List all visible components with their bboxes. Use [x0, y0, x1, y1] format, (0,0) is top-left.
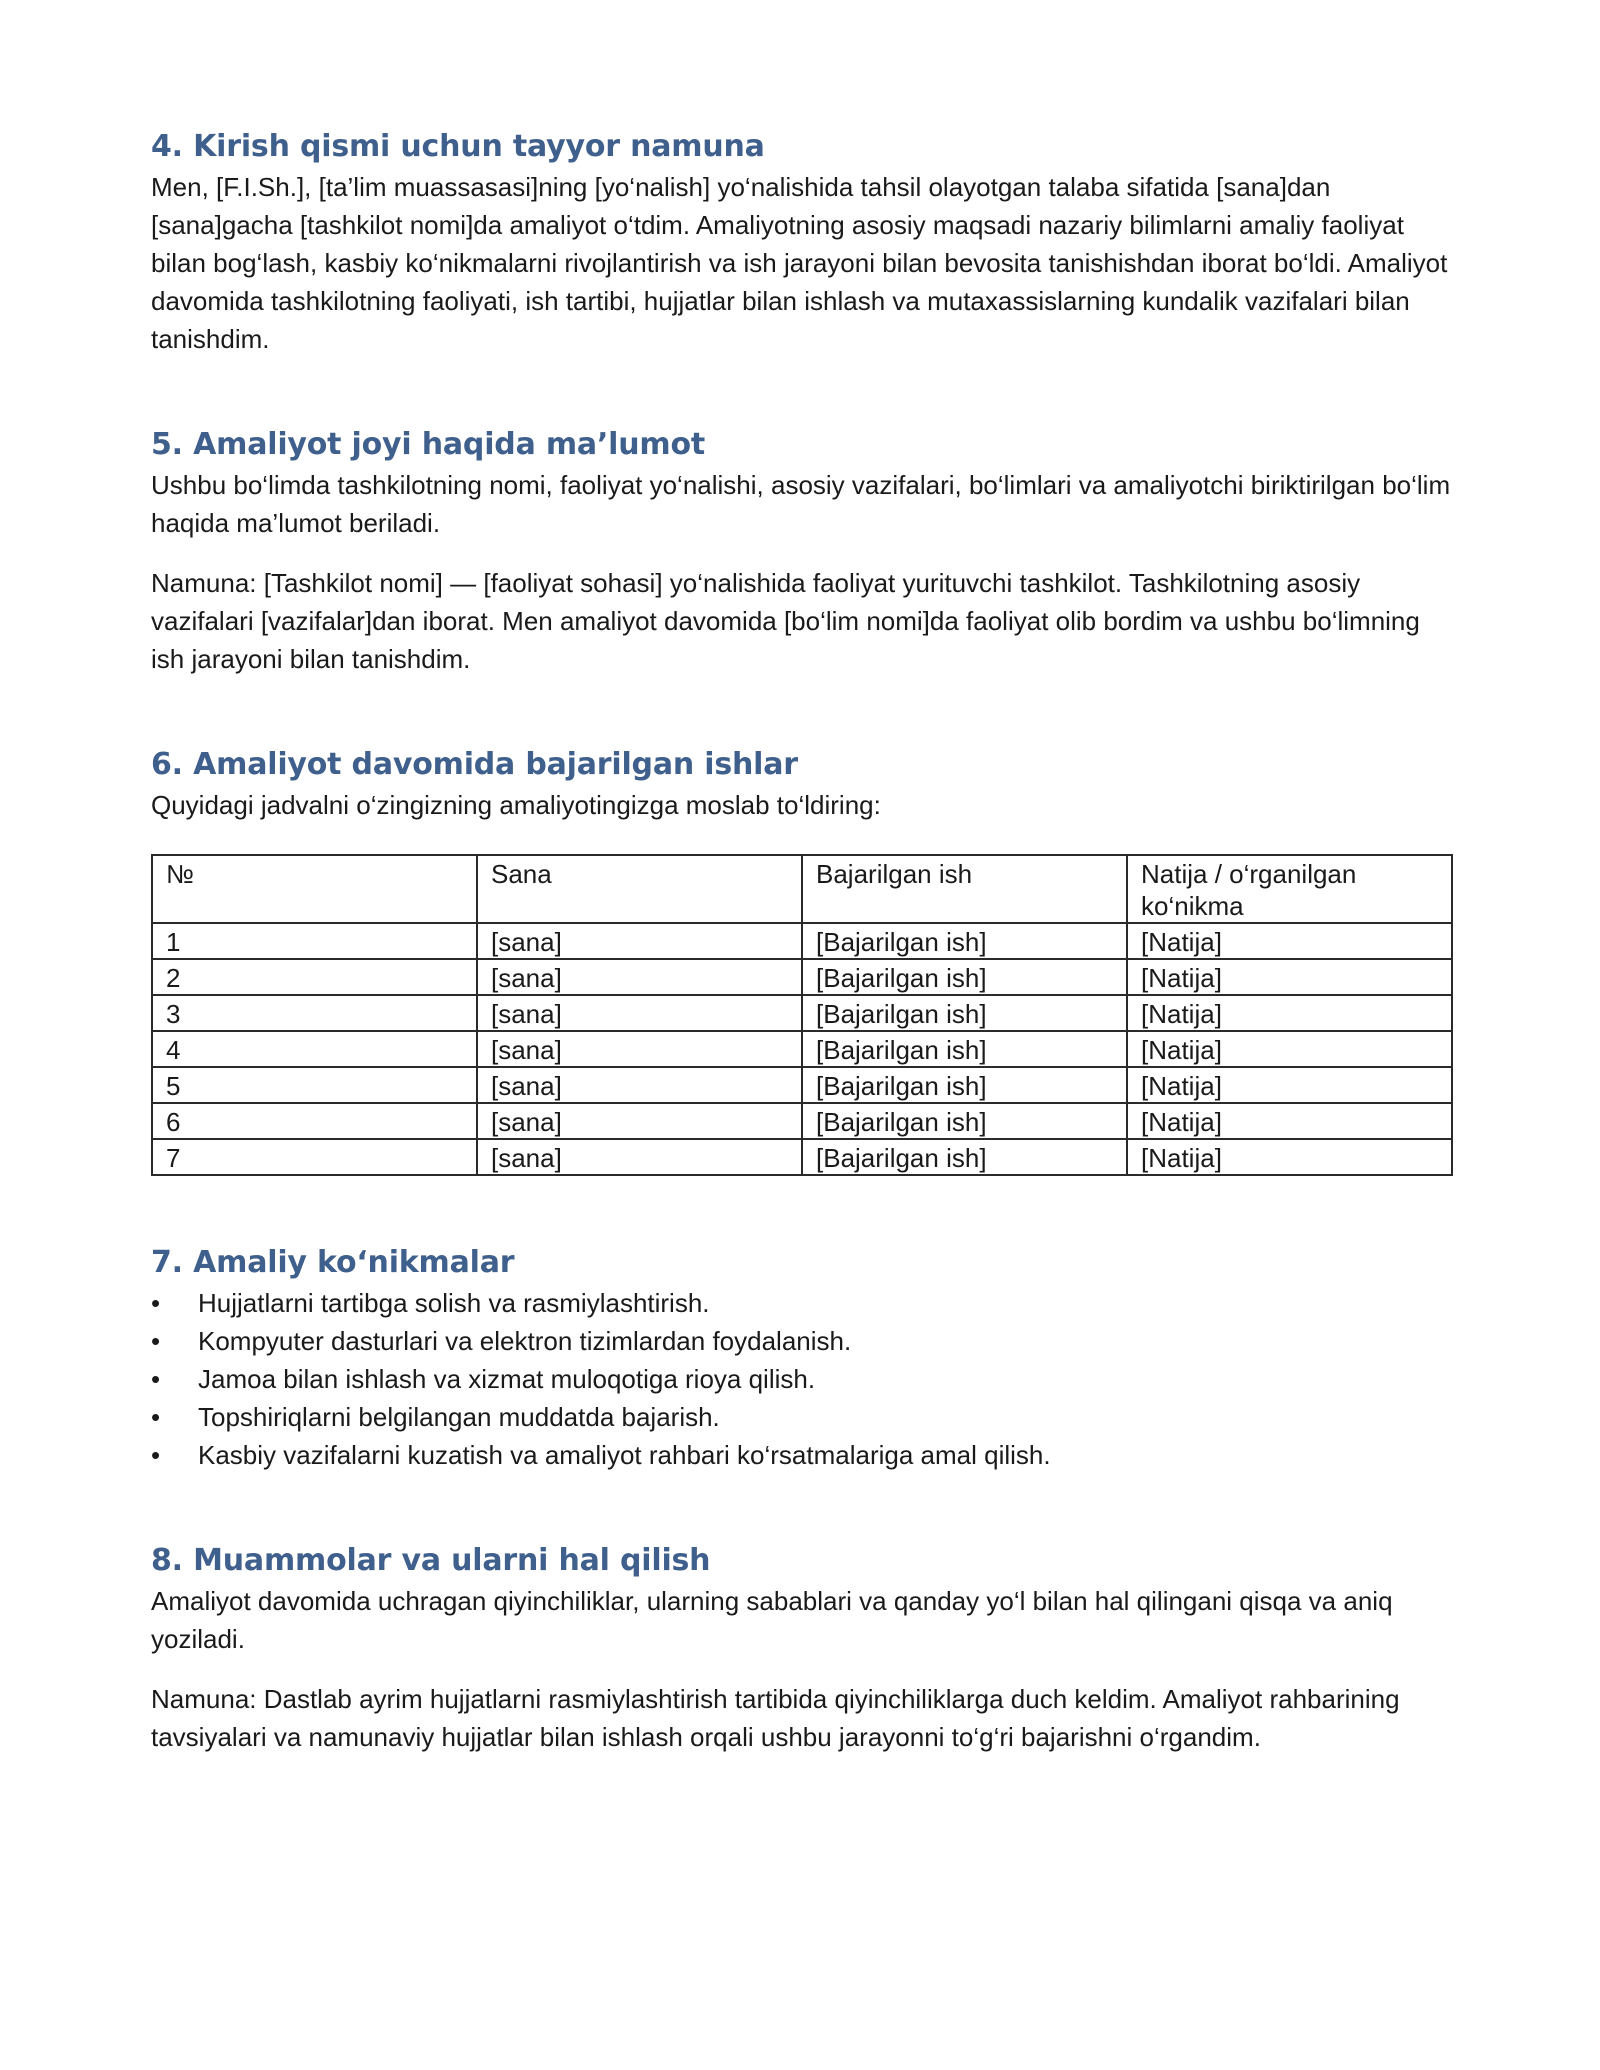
cell-number: 2 [152, 959, 477, 995]
spacer [151, 1658, 1451, 1680]
cell-number: 5 [152, 1067, 477, 1103]
problems-paragraph-description: Amaliyot davomida uchragan qiyinchiliklar, ularning sabablari va qanday yo‘l bilan hal qilingani qisqa va aniq yoziladi. [151, 1586, 1393, 1654]
section-place [151, 424, 1451, 678]
cell-work: [Bajarilgan ish] [802, 1067, 1127, 1103]
spacer [151, 1176, 1451, 1242]
section-heading-intro: 4. Kirish qismi uchun tayyor namuna [151, 129, 765, 164]
section-heading-skills: 7. Amaliy ko‘nikmalar [151, 1245, 515, 1280]
document-page [151, 126, 1451, 1756]
cell-result: [Natija] [1127, 995, 1452, 1031]
list-item [151, 1398, 1451, 1436]
cell-result: [Natija] [1127, 1067, 1452, 1103]
intro-paragraph: Men, [F.I.Sh.], [ta’lim muassasasi]ning [yo‘nalish] yo‘nalishida tahsil olayotgan talaba sifatida [sana]dan [sana]gacha [tashkilot nomi]da amaliyot o‘tdim. Amaliyotning asosiy maqsadi nazariy bilimlarni amaliy faoliyat bilan bog‘lash, kasbiy ko‘nikmalarni rivojlantirish va ish jarayoni bilan bevosita tanishishdan iborat bo‘ldi. Amaliyot davomida tashkilotning faoliyati, ish tartibi, hujjatlar bilan ishlash va mutaxassislarning kundalik vazifalari bilan tanishdim. [151, 172, 1448, 354]
list-item-text: Kasbiy vazifalarni kuzatish va amaliyot rahbari ko‘rsatmalariga amal qilish. [198, 1440, 1051, 1470]
cell-number: 3 [152, 995, 477, 1031]
table-row [152, 995, 1452, 1031]
problems-paragraph-sample: Namuna: Dastlab ayrim hujjatlarni rasmiylashtirish tartibida qiyinchiliklarga duch keldim. Amaliyot rahbarining tavsiyalari va namunaviy hujjatlar bilan ishlash orqali ushbu jarayonni to‘g‘ri bajarishni o‘rgandim. [151, 1684, 1400, 1752]
cell-result: [Natija] [1127, 959, 1452, 995]
table-row [152, 1031, 1452, 1067]
cell-work: [Bajarilgan ish] [802, 1103, 1127, 1139]
bullet-icon: • [151, 1440, 161, 1470]
header-cell-result: Natija / o‘rganilgan ko‘nikma [1127, 855, 1452, 923]
cell-number: 4 [152, 1031, 477, 1067]
list-item [151, 1284, 1451, 1322]
header-cell-work: Bajarilgan ish [802, 855, 1127, 923]
list-item-text: Topshiriqlarni belgilangan muddatda bajarish. [198, 1402, 720, 1432]
cell-number: 1 [152, 923, 477, 959]
cell-date: [sana] [477, 1139, 802, 1175]
table-row [152, 923, 1452, 959]
section-skills [151, 1242, 1451, 1474]
table-row [152, 1139, 1452, 1175]
cell-work: [Bajarilgan ish] [802, 1031, 1127, 1067]
cell-result: [Natija] [1127, 1103, 1452, 1139]
cell-result: [Natija] [1127, 1031, 1452, 1067]
cell-date: [sana] [477, 1067, 802, 1103]
cell-work: [Bajarilgan ish] [802, 1139, 1127, 1175]
cell-work: [Bajarilgan ish] [802, 923, 1127, 959]
skills-list [151, 1284, 1451, 1474]
bullet-icon: • [151, 1402, 161, 1432]
section-heading-place: 5. Amaliyot joyi haqida ma’lumot [151, 427, 706, 462]
section-works [151, 744, 1451, 1176]
list-item-text: Kompyuter dasturlari va elektron tizimlardan foydalanish. [198, 1326, 852, 1356]
section-problems [151, 1540, 1451, 1756]
table-row [152, 1067, 1452, 1103]
list-item [151, 1436, 1451, 1474]
cell-number: 6 [152, 1103, 477, 1139]
section-heading-problems: 8. Muammolar va ularni hal qilish [151, 1543, 711, 1578]
bullet-icon: • [151, 1288, 161, 1318]
cell-result: [Natija] [1127, 923, 1452, 959]
list-item [151, 1322, 1451, 1360]
bullet-icon: • [151, 1326, 161, 1356]
spacer [151, 1474, 1451, 1540]
cell-date: [sana] [477, 1103, 802, 1139]
section-intro [151, 126, 1451, 358]
cell-work: [Bajarilgan ish] [802, 959, 1127, 995]
spacer [151, 678, 1451, 744]
cell-work: [Bajarilgan ish] [802, 995, 1127, 1031]
works-intro: Quyidagi jadvalni o‘zingizning amaliyotingizga moslab to‘ldiring: [151, 790, 881, 820]
list-item [151, 1360, 1451, 1398]
works-table [151, 854, 1453, 1176]
cell-date: [sana] [477, 923, 802, 959]
place-paragraph-description: Ushbu bo‘limda tashkilotning nomi, faoliyat yo‘nalishi, asosiy vazifalari, bo‘limlari va amaliyotchi biriktirilgan bo‘lim haqida ma’lumot beriladi. [151, 470, 1451, 538]
cell-result: [Natija] [1127, 1139, 1452, 1175]
header-cell-date: Sana [477, 855, 802, 923]
cell-number: 7 [152, 1139, 477, 1175]
spacer [151, 358, 1451, 424]
bullet-icon: • [151, 1364, 161, 1394]
list-item-text: Hujjatlarni tartibga solish va rasmiylashtirish. [198, 1288, 710, 1318]
place-paragraph-sample: Namuna: [Tashkilot nomi] — [faoliyat sohasi] yo‘nalishida faoliyat yurituvchi tashkilot. Tashkilotning asosiy vazifalari [vazifalar]dan iborat. Men amaliyot davomida [bo‘lim nomi]da faoliyat olib bordim va ushbu bo‘limning ish jarayoni bilan tanishdim. [151, 568, 1420, 674]
list-item-text: Jamoa bilan ishlash va xizmat muloqotiga rioya qilish. [198, 1364, 816, 1394]
table-header-row [152, 855, 1452, 923]
table-row [152, 959, 1452, 995]
cell-date: [sana] [477, 1031, 802, 1067]
section-heading-works: 6. Amaliyot davomida bajarilgan ishlar [151, 747, 798, 782]
header-cell-number: № [152, 855, 477, 923]
cell-date: [sana] [477, 995, 802, 1031]
table-row [152, 1103, 1452, 1139]
cell-date: [sana] [477, 959, 802, 995]
spacer [151, 542, 1451, 564]
